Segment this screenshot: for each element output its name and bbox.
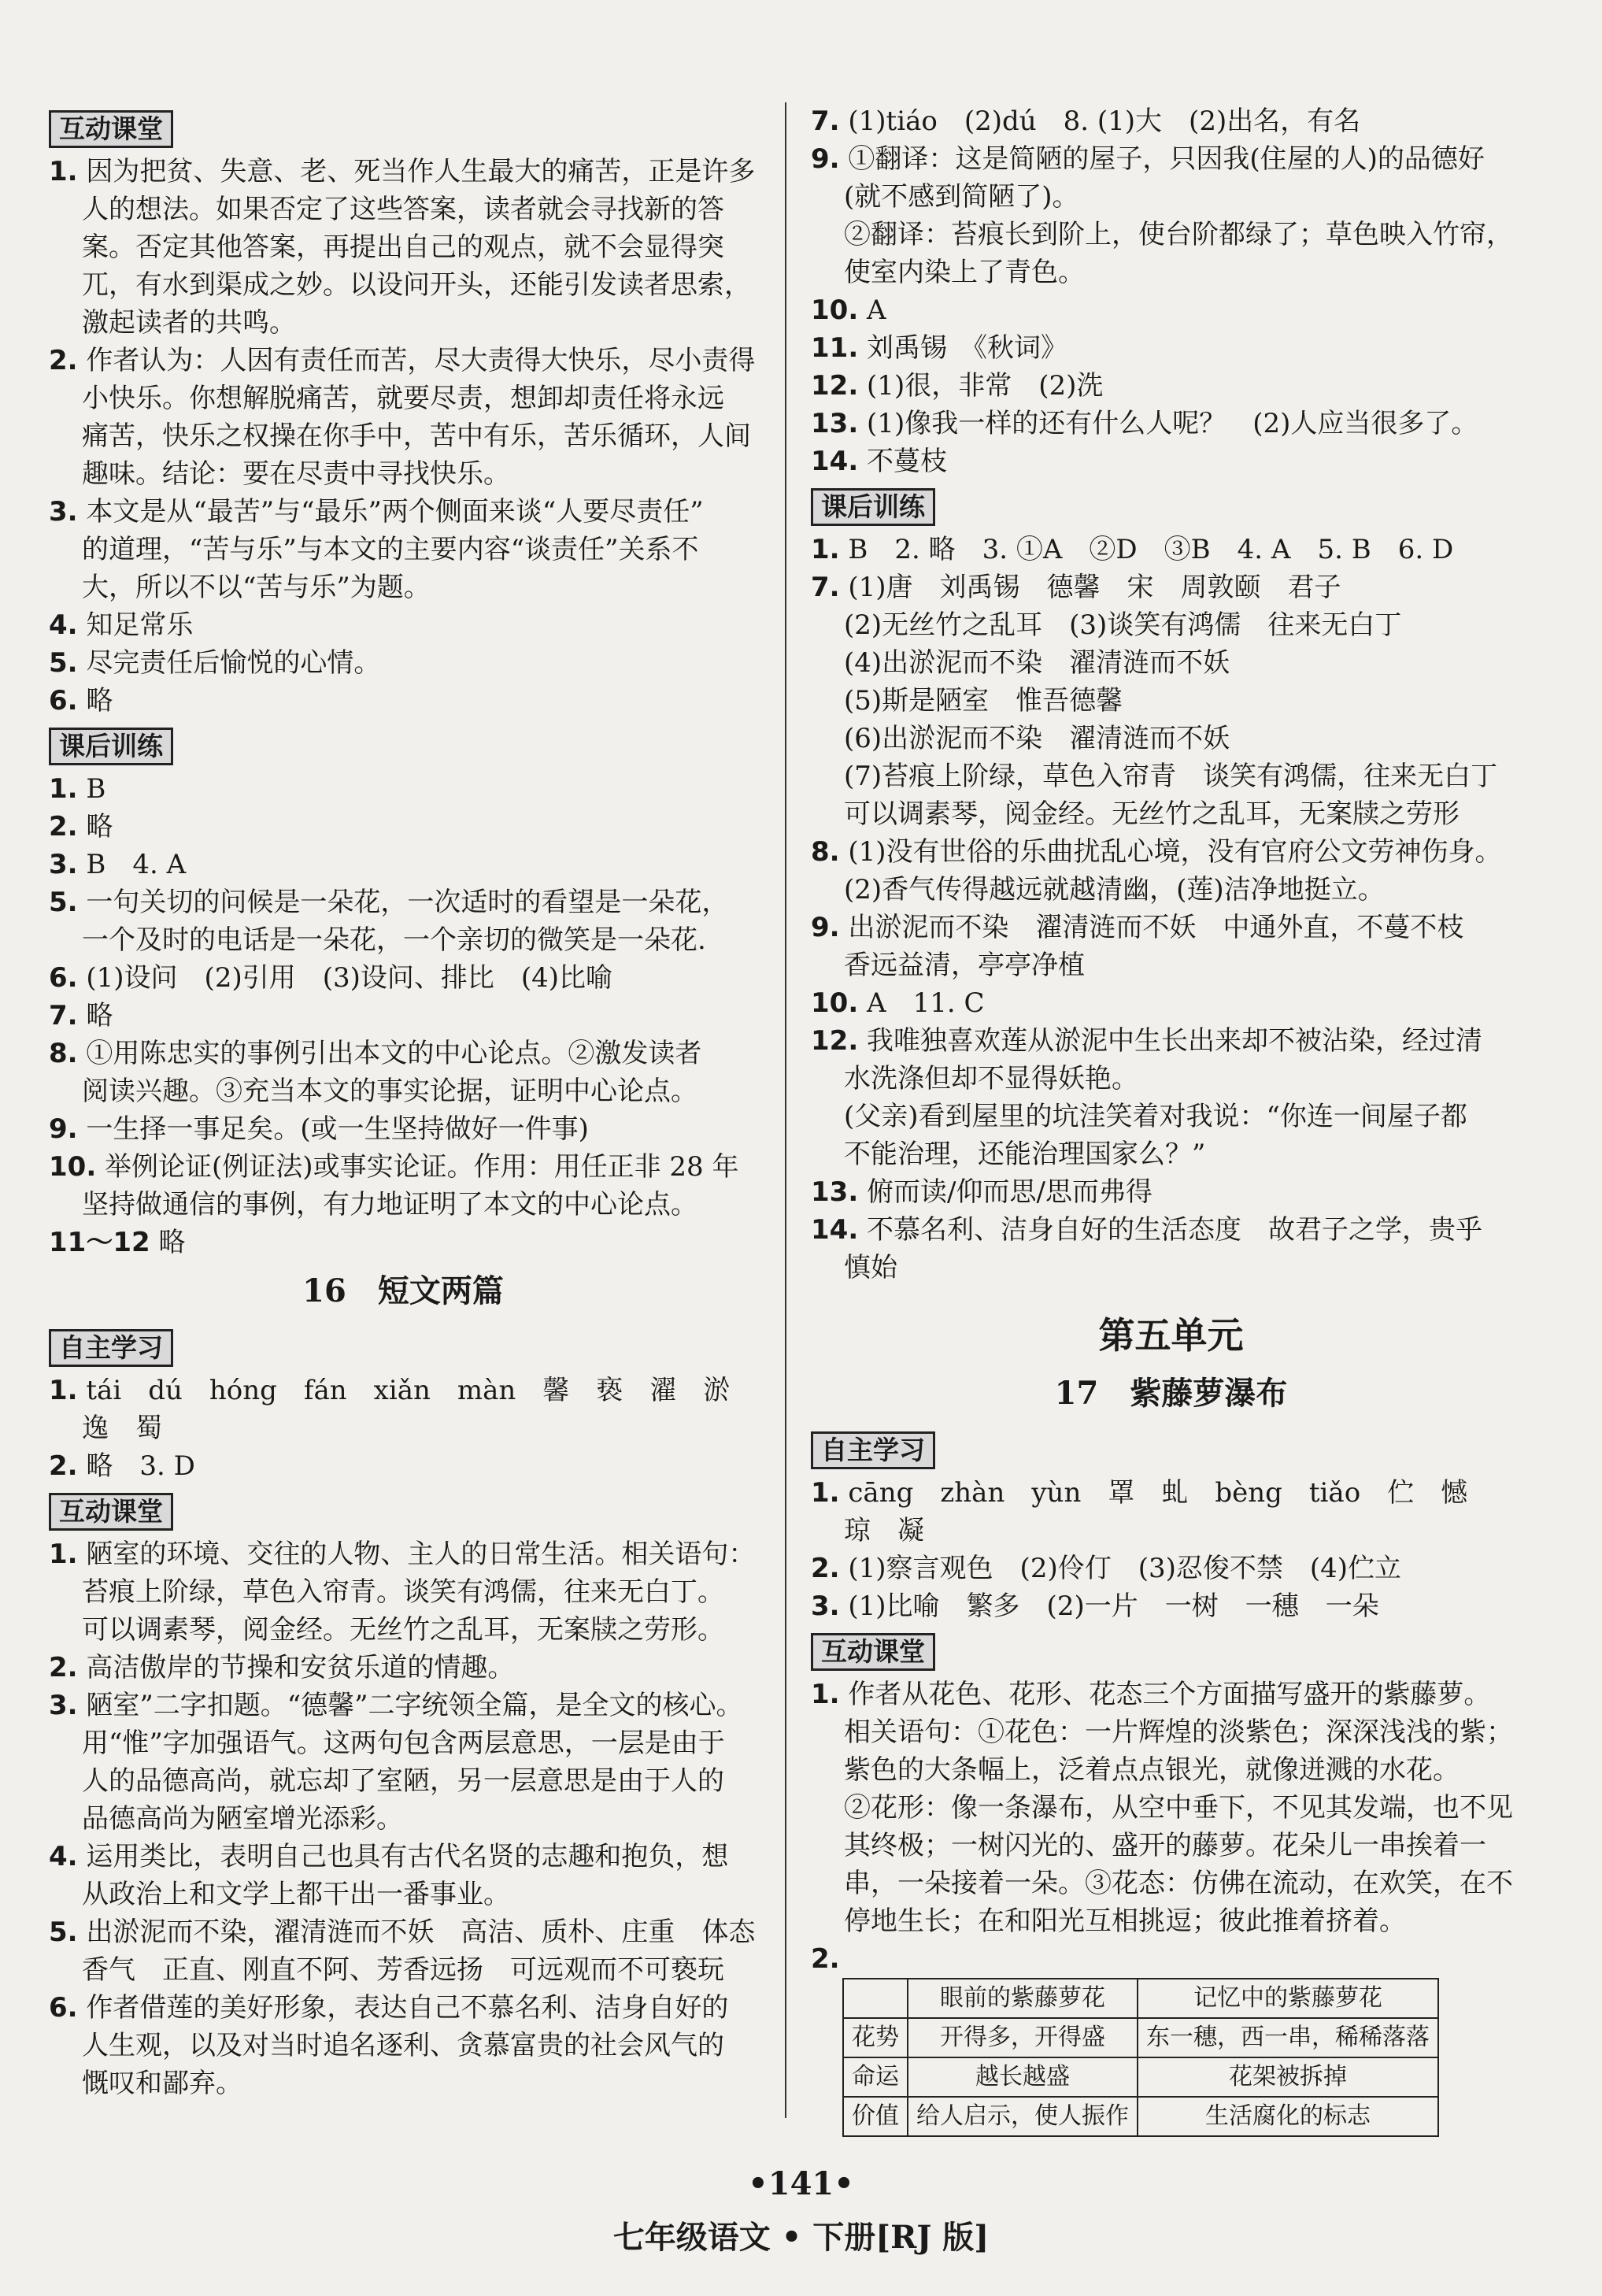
answer-number: 8. xyxy=(49,1038,78,1069)
answer-line xyxy=(811,178,1531,216)
answer-text: 略 xyxy=(86,685,113,717)
answer-line xyxy=(49,1110,757,1148)
answer-number: 2. xyxy=(811,1943,840,1975)
answer-number: 10. xyxy=(49,1151,97,1183)
answer-line xyxy=(49,342,757,380)
answer-line xyxy=(49,846,757,883)
answer-text: 串，一朵接着一朵。③花态：仿佛在流动，在欢笑，在不 xyxy=(844,1868,1513,1899)
answer-line xyxy=(811,1587,1531,1625)
table-cell: 生活腐化的标志 xyxy=(1138,2097,1438,2136)
answer-line xyxy=(49,2027,757,2065)
answer-text: 紫色的大条幅上，泛着点点银光，就像迸溅的水花。 xyxy=(844,1754,1460,1786)
answer-line xyxy=(811,1098,1531,1135)
section-badge-row xyxy=(49,1485,757,1535)
table-cell: 东一穗，西一串，稀稀落落 xyxy=(1138,2018,1438,2057)
answer-line xyxy=(49,606,757,644)
answer-text: 使室内染上了青色。 xyxy=(844,257,1085,288)
answer-line xyxy=(49,1035,757,1072)
answer-line xyxy=(811,1676,1531,1713)
answer-line xyxy=(811,757,1531,795)
answer-text: 略 xyxy=(86,811,113,842)
answer-text: 案。否定其他答案，再提出自己的观点，就不会显得突 xyxy=(82,231,724,263)
comparison-table xyxy=(842,1978,1439,2137)
answer-text: ②翻译：苔痕长到阶上，使台阶都绿了；草色映入竹帘， xyxy=(844,219,1513,250)
answer-text: 陋室”二字扣题。“德馨”二字统领全篇，是全文的核心。 xyxy=(86,1690,743,1721)
answer-line xyxy=(811,1827,1531,1865)
answer-line xyxy=(811,909,1531,946)
answer-text: 兀，有水到渠成之妙。以设问开头，还能引发读者思索， xyxy=(82,269,751,301)
answer-number: 2. xyxy=(49,1450,78,1482)
answer-text: (1)比喻 繁多 (2)一片 一树 一穗 一朵 xyxy=(848,1591,1379,1622)
answer-text: 停地生长；在和阳光互相挑逗；彼此推着挤着。 xyxy=(844,1905,1406,1937)
answer-number: 13. xyxy=(811,1176,859,1208)
answer-line xyxy=(811,254,1531,291)
answer-line xyxy=(811,329,1531,367)
answer-number: 14. xyxy=(811,446,859,477)
answer-line xyxy=(49,1372,757,1409)
answer-line xyxy=(49,153,757,191)
answer-text: A xyxy=(867,294,886,326)
table-cell: 命运 xyxy=(843,2057,908,2097)
answer-text: 人生观，以及对当时追名逐利、贪慕富贵的社会风气的 xyxy=(82,2030,724,2061)
answer-text: 略 xyxy=(86,1000,113,1031)
answer-number: 3. xyxy=(49,1690,78,1721)
answer-line xyxy=(811,1060,1531,1098)
answer-line xyxy=(811,1550,1531,1587)
answer-line xyxy=(49,1951,757,1989)
answer-number: 9. xyxy=(811,143,840,175)
answer-text: ①用陈忠实的事例引出本文的中心论点。②激发读者 xyxy=(86,1038,702,1069)
answer-text: 作者借莲的美好形象，表达自己不慕名利、洁身自好的 xyxy=(86,1992,729,2024)
answer-text: (2)无丝竹之乱耳 (3)谈笑有鸿儒 往来无白丁 xyxy=(844,609,1402,641)
answer-number: 14. xyxy=(811,1214,859,1246)
answer-text: 可以调素琴，阅金经。无丝竹之乱耳，无案牍之劳形。 xyxy=(82,1614,724,1646)
section-badge-row xyxy=(811,480,1531,531)
answer-text: 本文是从“最苦”与“最乐”两个侧面来谈“人要尽责任” xyxy=(86,496,704,528)
page-number: •141• xyxy=(748,2165,854,2202)
answer-text: 运用类比，表明自己也具有古代名贤的志趣和抱负，想 xyxy=(86,1841,729,1872)
answer-text: (1)没有世俗的乐曲扰乱心境，没有官府公文劳神伤身。 xyxy=(848,836,1502,868)
answer-text: 的道理，“苦与乐”与本文的主要内容“谈责任”关系不 xyxy=(82,534,699,565)
answer-number: 11～12 xyxy=(49,1227,150,1258)
answer-text: 略 xyxy=(158,1227,186,1258)
answer-line xyxy=(49,1611,757,1649)
section-badge: 课后训练 xyxy=(49,728,173,765)
answer-line xyxy=(49,304,757,342)
table-header-cell: 记忆中的紫藤萝花 xyxy=(1138,1979,1438,2018)
answer-text: 刘禹锡 《秋词》 xyxy=(867,332,1068,364)
answer-line xyxy=(811,871,1531,909)
answer-text: (1)很，非常 (2)洗 xyxy=(867,370,1104,402)
answer-text: 逸 蜀 xyxy=(82,1413,162,1444)
answer-text: 品德高尚为陋室增光添彩。 xyxy=(82,1803,403,1835)
answer-line xyxy=(49,1224,757,1261)
answer-text: tái dú hóng fán xiǎn màn 馨 亵 濯 淤 xyxy=(86,1375,731,1406)
answer-text: 我唯独喜欢莲从淤泥中生长出来却不被沾染，经过清 xyxy=(867,1025,1483,1057)
answer-text: (6)出淤泥而不染 濯清涟而不妖 xyxy=(844,723,1230,754)
answer-text: (1)tiáo (2)dú 8. (1)大 (2)出名，有名 xyxy=(848,106,1361,137)
section-title: 16 短文两篇 xyxy=(302,1272,504,1309)
answer-number: 1. xyxy=(49,156,78,187)
answer-text: 举例论证(例证法)或事实论证。作用：用任正非 28 年 xyxy=(105,1151,739,1183)
answer-number: 7. xyxy=(49,1000,78,1031)
answer-text: 阅读兴趣。③充当本文的事实论据，证明中心论点。 xyxy=(82,1076,697,1107)
answer-line xyxy=(811,568,1531,606)
answer-text: B xyxy=(86,773,106,805)
answer-number: 3. xyxy=(811,1591,840,1622)
answer-line xyxy=(49,1724,757,1762)
answer-number: 1. xyxy=(811,1477,840,1509)
answer-text: 苔痕上阶绿，草色入帘青。谈笑有鸿儒，往来无白丁。 xyxy=(82,1576,724,1608)
answer-line xyxy=(811,1789,1531,1827)
book-title-footer: 七年级语文 • 下册[RJ 版] xyxy=(612,2219,990,2256)
answer-line xyxy=(49,959,757,997)
answer-line xyxy=(811,682,1531,720)
answer-text: 用“惟”字加强语气。这两句包含两层意思，一层是由于 xyxy=(82,1728,725,1759)
answer-text: 尽完责任后愉悦的心情。 xyxy=(86,647,381,679)
answer-line xyxy=(49,1072,757,1110)
answer-line xyxy=(811,291,1531,329)
section-badge: 互动课堂 xyxy=(49,1493,173,1531)
answer-line xyxy=(49,1186,757,1224)
answer-line xyxy=(49,568,757,606)
table-header-cell xyxy=(843,1979,908,2018)
answer-number: 13. xyxy=(811,408,859,439)
answer-number: 6. xyxy=(49,1992,78,2024)
answer-number: 3. xyxy=(49,849,78,880)
answer-line xyxy=(811,216,1531,254)
answer-text: 琼 凝 xyxy=(844,1515,924,1546)
table-row xyxy=(843,2057,1438,2097)
answer-text: 出淤泥而不染，濯清涟而不妖 高洁、质朴、庄重 体态 xyxy=(86,1916,756,1948)
answer-line xyxy=(811,1940,1531,1978)
answer-text: 痛苦，快乐之权操在你手中，苦中有乐，苦乐循环，人间 xyxy=(82,420,751,452)
answer-number: 3. xyxy=(49,496,78,528)
answer-line xyxy=(49,682,757,720)
answer-number: 12. xyxy=(811,370,859,402)
answer-text: 一个及时的电话是一朵花，一个亲切的微笑是一朵花. xyxy=(82,924,706,956)
answer-text: (7)苔痕上阶绿，草色入帘青 谈笑有鸿儒，往来无白丁 xyxy=(844,761,1498,792)
answer-line xyxy=(811,1865,1531,1902)
answer-number: 6. xyxy=(49,685,78,717)
answer-line xyxy=(49,380,757,417)
answer-line xyxy=(811,795,1531,833)
answer-number: 11. xyxy=(811,332,859,364)
answer-text: 大，所以不以“苦与乐”为题。 xyxy=(82,572,431,603)
answer-line xyxy=(49,770,757,808)
answer-line xyxy=(49,2065,757,2102)
table-row xyxy=(843,2018,1438,2057)
answer-line xyxy=(49,1447,757,1485)
answer-number: 4. xyxy=(49,609,78,641)
answer-line xyxy=(49,493,757,531)
section-badge-row xyxy=(49,102,757,153)
answer-line xyxy=(811,531,1531,568)
answer-text: 不能治理，还能治理国家么？” xyxy=(844,1139,1206,1170)
answer-line xyxy=(811,1751,1531,1789)
answer-text: 因为把贫、失意、老、死当作人生最大的痛苦，正是许多 xyxy=(86,156,756,187)
answer-number: 2. xyxy=(49,1652,78,1683)
answer-text: 坚持做通信的事例，有力地证明了本文的中心论点。 xyxy=(82,1189,697,1220)
answer-line xyxy=(811,833,1531,871)
answer-text: 陋室的环境、交往的人物、主人的日常生活。相关语句： xyxy=(86,1539,756,1570)
answer-text: 知足常乐 xyxy=(86,609,194,641)
column-divider xyxy=(785,102,786,2118)
answer-line xyxy=(811,984,1531,1022)
answer-line xyxy=(811,1249,1531,1287)
answer-text: 慎始 xyxy=(844,1252,897,1283)
answer-line xyxy=(49,1535,757,1573)
table-header-row xyxy=(843,1979,1438,2018)
answer-text: 香远益清，亭亭净植 xyxy=(844,950,1085,981)
answer-line xyxy=(49,883,757,921)
answer-line xyxy=(49,1687,757,1724)
answer-text: (4)出淤泥而不染 濯清涟而不妖 xyxy=(844,647,1230,679)
answer-line xyxy=(49,228,757,266)
answer-text: 人的品德高尚，就忘却了室陋，另一层意思是由于人的 xyxy=(82,1765,724,1797)
answer-text: 从政治上和文学上都干出一番事业。 xyxy=(82,1879,510,1910)
answer-text: 作者认为：人因有责任而苦，尽大责得大快乐，尽小责得 xyxy=(86,345,756,376)
answer-line xyxy=(49,1649,757,1687)
answer-number: 1. xyxy=(49,773,78,805)
answer-text: 趣味。结论：要在尽责中寻找快乐。 xyxy=(82,458,510,490)
answer-line xyxy=(49,1800,757,1838)
answer-text: 俯而读/仰而思/思而弗得 xyxy=(867,1176,1152,1208)
answer-line xyxy=(49,191,757,228)
answer-text: (1)察言观色 (2)伶仃 (3)忍俊不禁 (4)伫立 xyxy=(848,1553,1402,1584)
answer-number: 8. xyxy=(811,836,840,868)
answer-number: 12. xyxy=(811,1025,859,1057)
answer-text: 香气 正直、刚直不阿、芳香远扬 可远观而不可亵玩 xyxy=(82,1954,724,1986)
answer-line xyxy=(811,1512,1531,1550)
answer-text: (1)设问 (2)引用 (3)设问、排比 (4)比喻 xyxy=(86,962,613,994)
answer-text: 其终极；一树闪光的、盛开的藤萝。花朵儿一串挨着一 xyxy=(844,1830,1486,1861)
answer-text: 出淤泥而不染 濯清涟而不妖 中通外直，不蔓不枝 xyxy=(848,912,1464,943)
answer-number: 6. xyxy=(49,962,78,994)
left-column xyxy=(49,102,757,2102)
section-badge-row xyxy=(49,1321,757,1372)
answer-number: 1. xyxy=(811,534,840,565)
answer-text: 人的想法。如果否定了这些答案，读者就会寻找新的答 xyxy=(82,194,724,225)
table-cell: 价值 xyxy=(843,2097,908,2136)
answer-text: cāng zhàn yùn 罩 虬 bèng tiǎo 伫 憾 xyxy=(848,1477,1468,1509)
answer-number: 1. xyxy=(49,1375,78,1406)
answer-line xyxy=(49,644,757,682)
answer-number: 4. xyxy=(49,1841,78,1872)
section-badge: 互动课堂 xyxy=(49,110,173,148)
answer-number: 5. xyxy=(49,887,78,918)
section-badge-row xyxy=(49,720,757,770)
answer-text: (5)斯是陋室 惟吾德馨 xyxy=(844,685,1123,717)
answer-number: 2. xyxy=(49,811,78,842)
answer-number: 5. xyxy=(49,647,78,679)
answer-line xyxy=(49,266,757,304)
answer-line xyxy=(49,417,757,455)
answer-text: A 11. C xyxy=(867,987,985,1019)
answer-line xyxy=(49,1838,757,1876)
answer-number: 7. xyxy=(811,572,840,603)
answer-text: 高洁傲岸的节操和安贫乐道的情趣。 xyxy=(86,1652,515,1683)
answer-text: 激起读者的共鸣。 xyxy=(82,307,296,339)
answer-text: 一生择一事足矣。(或一生坚持做好一件事) xyxy=(86,1113,589,1145)
answer-text: ①翻译：这是简陋的屋子，只因我(住屋的人)的品德好 xyxy=(848,143,1485,175)
answer-text: (1)像我一样的还有什么人呢？ (2)人应当很多了。 xyxy=(867,408,1478,439)
section-title: 17 紫藤萝瀑布 xyxy=(1054,1375,1288,1412)
answer-line xyxy=(811,644,1531,682)
table-cell: 花势 xyxy=(843,2018,908,2057)
answer-line xyxy=(811,720,1531,757)
answer-line xyxy=(49,531,757,568)
answer-text: ②花形：像一条瀑布，从空中垂下，不见其发端，也不见 xyxy=(844,1792,1513,1824)
answer-line xyxy=(811,946,1531,984)
answer-line xyxy=(811,405,1531,443)
answer-line xyxy=(811,606,1531,644)
table-row xyxy=(843,2097,1438,2136)
answer-number: 2. xyxy=(49,345,78,376)
answer-line xyxy=(49,808,757,846)
answer-text: B 4. A xyxy=(86,849,187,880)
answer-line xyxy=(811,102,1531,140)
answer-text: (就不感到简陋了)。 xyxy=(844,181,1079,213)
answer-number: 5. xyxy=(49,1916,78,1948)
table-cell: 给人启示，使人振作 xyxy=(908,2097,1138,2136)
answer-text: 相关语句：①花色：一片辉煌的淡紫色；深深浅浅的紫； xyxy=(844,1716,1513,1748)
answer-line xyxy=(49,1573,757,1611)
section-badge: 课后训练 xyxy=(811,488,935,526)
table-cell: 花架被拆掉 xyxy=(1138,2057,1438,2097)
table-cell: 开得多，开得盛 xyxy=(908,2018,1138,2057)
answer-text: 可以调素琴，阅金经。无丝竹之乱耳，无案牍之劳形 xyxy=(844,798,1460,830)
answer-line xyxy=(811,1022,1531,1060)
answer-line xyxy=(49,1762,757,1800)
answer-text: 不蔓枝 xyxy=(867,446,948,477)
answer-text: 作者从花色、花形、花态三个方面描写盛开的紫藤萝。 xyxy=(848,1679,1491,1710)
section-badge-row xyxy=(811,1625,1531,1676)
table-cell: 越长越盛 xyxy=(908,2057,1138,2097)
answer-text: 不慕名利、洁身自好的生活态度 故君子之学，贵乎 xyxy=(867,1214,1483,1246)
answer-line xyxy=(811,1173,1531,1211)
unit-title: 第五单元 xyxy=(1098,1314,1244,1357)
answer-text: 略 3. D xyxy=(86,1450,195,1482)
answer-line xyxy=(811,1474,1531,1512)
answer-text: 水洗涤但却不显得妖艳。 xyxy=(844,1063,1138,1094)
answer-line xyxy=(49,455,757,493)
answer-line xyxy=(811,140,1531,178)
answer-number: 9. xyxy=(811,912,840,943)
answer-text: (2)香气传得越远就越清幽，(莲)洁净地挺立。 xyxy=(844,874,1385,905)
answer-number: 10. xyxy=(811,987,859,1019)
answer-line xyxy=(49,1148,757,1186)
answer-line xyxy=(49,1989,757,2027)
answer-line xyxy=(811,1211,1531,1249)
answer-number: 1. xyxy=(811,1679,840,1710)
answer-text: (父亲)看到屋里的坑洼笑着对我说：“你连一间屋子都 xyxy=(844,1101,1467,1132)
section-badge: 互动课堂 xyxy=(811,1633,935,1671)
answer-number: 9. xyxy=(49,1113,78,1145)
answer-line xyxy=(811,443,1531,480)
answer-line xyxy=(811,1902,1531,1940)
answer-line xyxy=(811,1713,1531,1751)
section-badge: 自主学习 xyxy=(49,1329,173,1367)
answer-line xyxy=(811,367,1531,405)
answer-line xyxy=(49,997,757,1035)
right-column xyxy=(811,102,1531,2137)
answer-text: 慨叹和鄙弃。 xyxy=(82,2068,242,2099)
answer-line xyxy=(811,1135,1531,1173)
answer-line xyxy=(49,921,757,959)
answer-line xyxy=(49,1876,757,1913)
answer-text: (1)唐 刘禹锡 德馨 宋 周敦颐 君子 xyxy=(848,572,1341,603)
answer-number: 2. xyxy=(811,1553,840,1584)
section-badge-row xyxy=(811,1424,1531,1474)
answer-number: 10. xyxy=(811,294,859,326)
answer-number: 7. xyxy=(811,106,840,137)
table-header-cell: 眼前的紫藤萝花 xyxy=(908,1979,1138,2018)
answer-line xyxy=(49,1913,757,1951)
answer-number: 1. xyxy=(49,1539,78,1570)
answer-text: 一句关切的问候是一朵花，一次适时的看望是一朵花， xyxy=(86,887,729,918)
answer-text: 小快乐。你想解脱痛苦，就要尽责，想卸却责任将永远 xyxy=(82,383,724,414)
section-badge: 自主学习 xyxy=(811,1431,935,1469)
answer-text: B 2. 略 3. ①A ②D ③B 4. A 5. B 6. D xyxy=(848,534,1454,565)
answer-line xyxy=(49,1409,757,1447)
